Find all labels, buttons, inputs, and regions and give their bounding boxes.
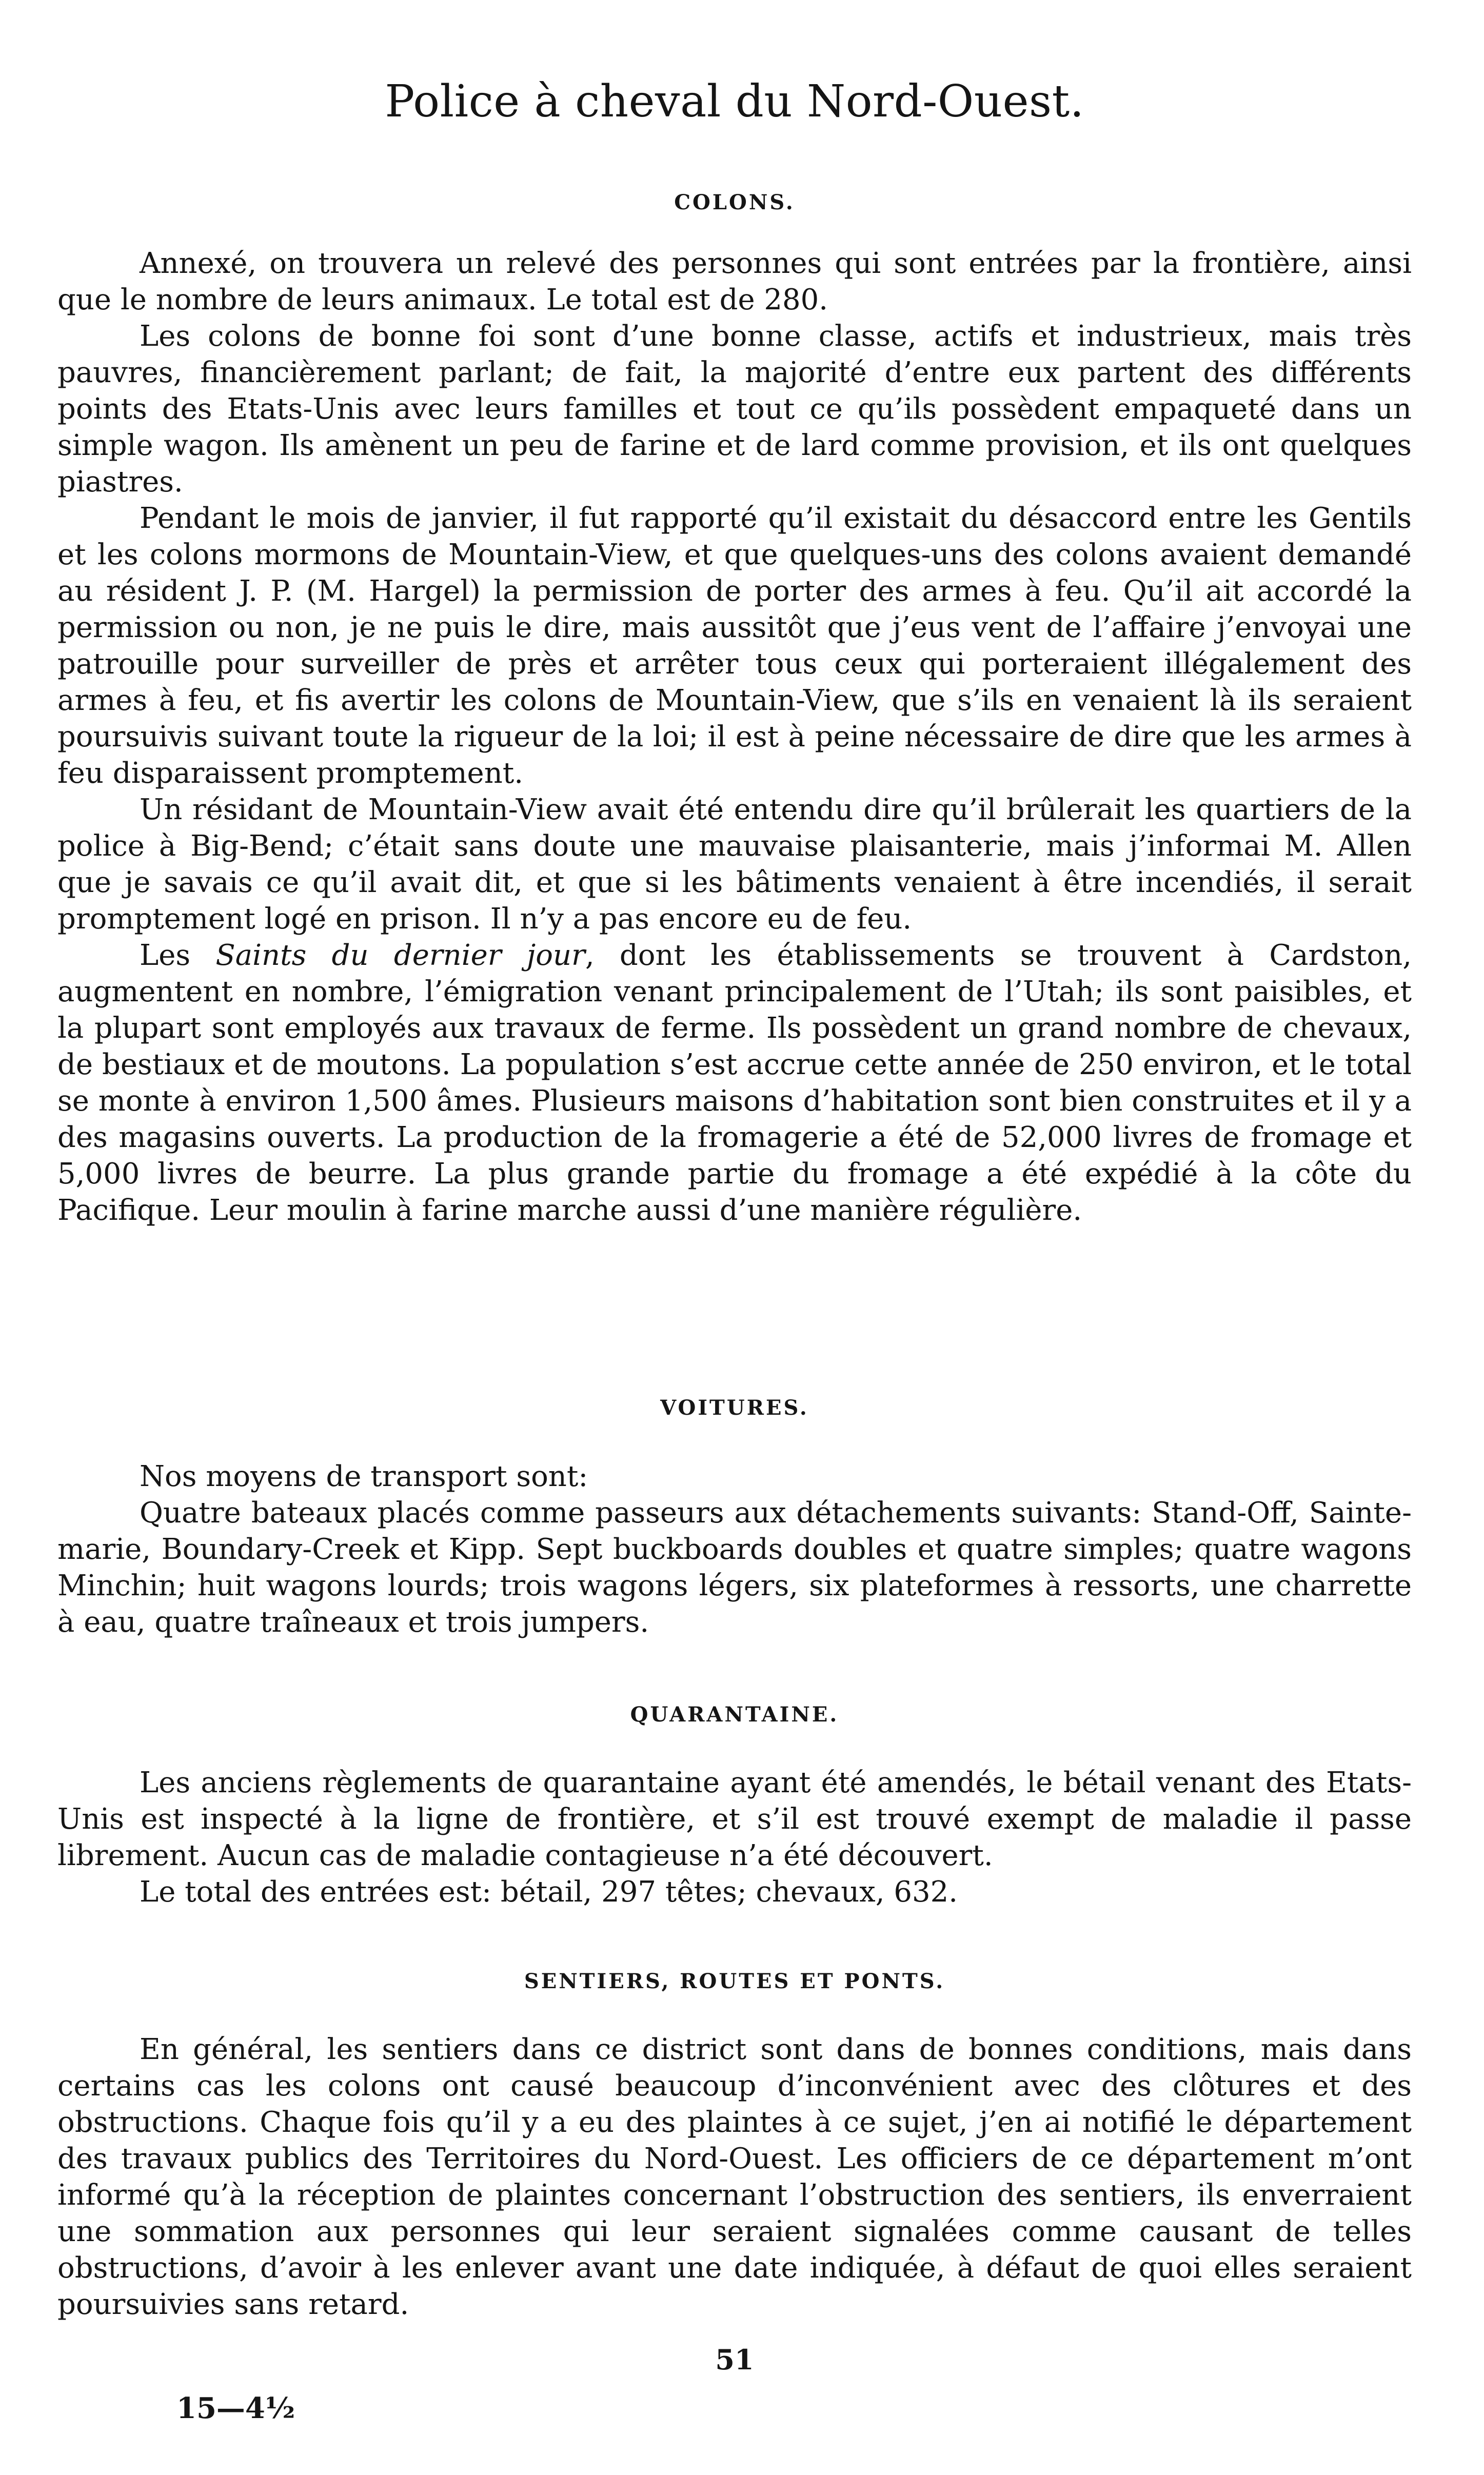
section-body-colons [57,245,1412,1229]
paragraph: Quatre bateaux placés comme passeurs aux détachements suivants: Stand-Off, Sainte-marie, Boundary-Creek et Kipp. Sept buckboards doubles et quatre simples; quatre wagons Minchin; huit wagons lourds; trois wagons légers, six plateformes à ressorts, une charrette à eau, quatre traîneaux et trois jumpers. [57,1496,1412,1639]
section-heading-colons: COLONS. [674,190,795,214]
paragraph: En général, les sentiers dans ce district sont dans de bonnes conditions, mais dans certains cas les colons ont causé beaucoup d’inconvénient avec des clôtures et des obstructions. Chaque fois qu’il y a eu des plaintes à ce sujet, j’en ai notifié le département des travaux publics des Territoires du Nord-Ouest. Les officiers de ce département m’ont informé qu’à la réception de plaintes concernant l’obstruction des sentiers, ils enverraient une sommation aux personnes qui leur seraient signalées comme causant de telles obstructions, d’avoir à les enlever avant une date indiquée, à défaut de quoi elles seraient poursuivies sans retard. [57,2033,1412,2321]
page-number: 51 [715,2343,754,2376]
section-body-voitures [57,1458,1412,1640]
paragraph-saints [57,937,1412,1229]
paragraph: Les anciens règlements de quarantaine ayant été amendés, le bétail venant des Etats-Unis est inspecté à la ligne de frontière, et s’il est trouvé exempt de maladie il passe librement. Aucun cas de maladie contagieuse n’a été découvert. [57,1766,1412,1872]
italic-phrase: Saints du dernier jour [215,939,585,972]
section-body-sentiers [57,2031,1412,2323]
paragraph: Un résidant de Mountain-View avait été entendu dire qu’il brûlerait les quartiers de la police à Big-Bend; c’était sans doute une mauvaise plaisanterie, mais j’informai M. Allen que je savais ce qu’il avait dit, et que si les bâtiments venaient à être incendiés, il serait promptement logé en prison. Il n’y a pas encore eu de feu. [57,793,1412,936]
paragraph-rest: , dont les établissements se trouvent à Cardston, augmentent en nombre, l’émigration venant principalement de l’Utah; ils sont paisibles, et la plupart sont employés aux travaux de ferme. Ils possèdent un grand nombre de chevaux, de bestiaux et de moutons. La population s’est accrue cette année de 250 environ, et le total se monte à environ 1,500 âmes. Plusieurs maisons d’habitation sont bien construites et il y a des magasins ouverts. La production de la fromagerie a été de 52,000 livres de fromage et 5,000 livres de beurre. La plus grande partie du fromage a été expédié à la côte du Pacifique. Leur moulin à farine marche aussi d’une manière régulière. [57,939,1412,1227]
document-page [57,0,1412,2475]
paragraph: Nos moyens de transport sont: [140,1460,588,1493]
section-body-quarantaine [57,1765,1412,1910]
section-heading-voitures: VOITURES. [660,1396,809,1420]
paragraph: Pendant le mois de janvier, il fut rapporté qu’il existait du désaccord entre les Gentils et les colons mormons de Mountain-View, et que quelques-uns des colons avaient demandé au résident J. P. (M. Hargel) la permission de porter des armes à feu. Qu’il ait accordé la permission ou non, je ne puis le dire, mais aussitôt que j’eus vent de l’affaire j’envoyai une patrouille pour surveiller de près et arrêter tous ceux qui porteraient illégalement des armes à feu, et fis avertir les colons de Mountain-View, que s’ils en venaient là ils seraient poursuivis suivant toute la rigueur de la loi; il est à peine nécessaire de dire que les armes à feu disparaissent promptement. [57,502,1412,790]
paragraph: Les colons de bonne foi sont d’une bonne classe, actifs et industrieux, mais très pauvres, financièrement parlant; de fait, la majorité d’entre eux partent des différents points des Etats-Unis avec leurs familles et tout ce qu’ils possèdent empaqueté dans un simple wagon. Ils amènent un peu de farine et de lard comme provision, et ils ont quelques piastres. [57,320,1412,499]
signature-mark: 15—4½ [176,2391,295,2425]
paragraph: Le total des entrées est: bétail, 297 têtes; chevaux, 632. [140,1875,958,1909]
section-heading-quarantaine: QUARANTAINE. [630,1702,839,1727]
page-title: Police à cheval du Nord-Ouest. [385,76,1084,127]
section-heading-sentiers: SENTIERS, ROUTES ET PONTS. [524,1969,945,1993]
paragraph: Annexé, on trouvera un relevé des personnes qui sont entrées par la frontière, ainsi que le nombre de leurs animaux. Le total est de 280. [57,247,1412,316]
paragraph-lead: Les [140,939,216,972]
